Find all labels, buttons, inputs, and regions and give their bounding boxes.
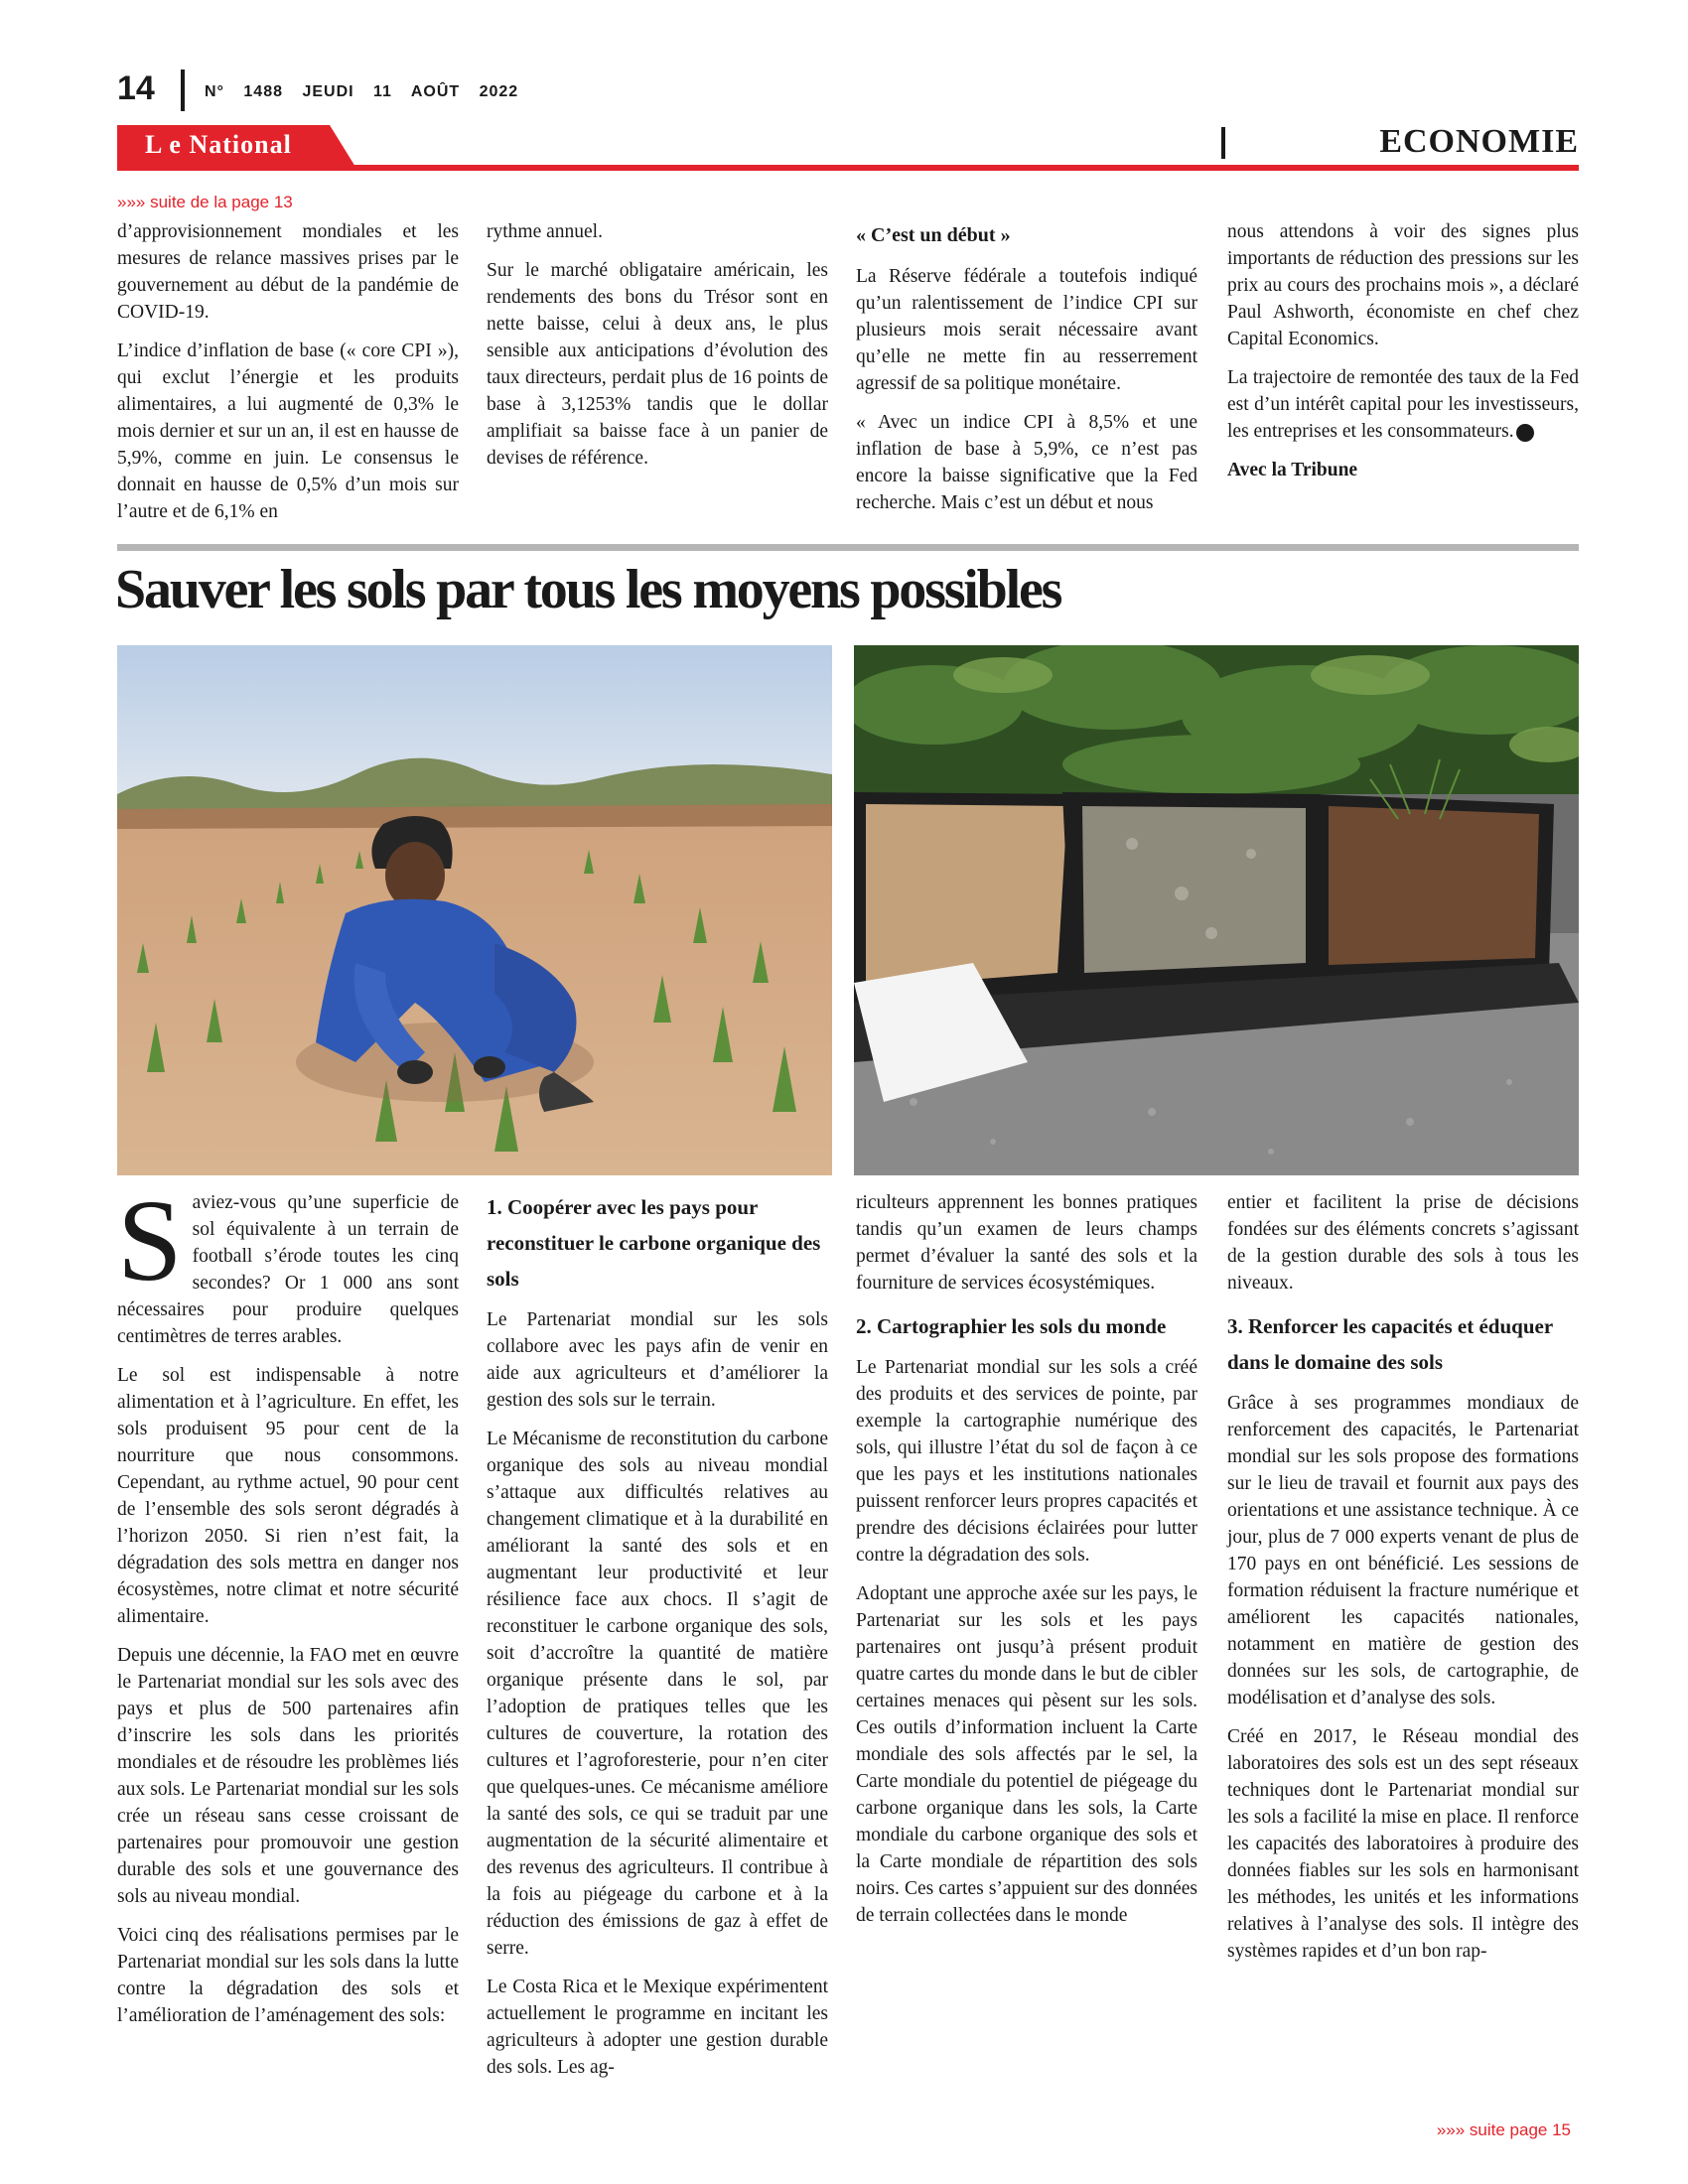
continued-to-link[interactable]: »»» suite page 15 [1436,2120,1571,2139]
paragraph: Le Costa Rica et le Mexique expérimentent actuellement le programme en incitant les agriculteurs à adopter une gestion durable des sols. Les ag- [487,1977,828,2078]
paragraph: Adoptant une approche axée sur les pays, le Partenariat sur les sols et les pays partenaires ont jusqu’à présent produit quatre cartes du monde dans le but de cibler certaines menaces qui pèsent sur les sols. Ces outils d’information incluent la Carte mondiale des sols affectés par le sel, la Carte mondiale du potentiel de piégeage du carbone organique dans les sols, la Carte mondiale du carbone organique des sols et la Carte mondiale de répartition des sols noirs. Ces cartes s’appuient sur des données de terrain collectées dans le monde [856,1583,1197,1926]
paragraph: d’approvisionnement mondiales et les mesures de relance massives prises par le gouvernement au début de la pandémie de COVID-19. [117,221,459,323]
continued-from-link[interactable]: »»» suite de la page 13 [117,193,293,211]
farmer-planting-icon [117,645,832,1175]
paragraph: La Réserve fédérale a toutefois indiqué qu’un ralentissement de l’indice CPI sur plusieurs mois serait nécessaire avant qu’elle ne mette fin au resserrement agressif de sa politique monétaire. [856,266,1197,394]
article-separator [117,544,1579,551]
paragraph: Le sol est indispensable à notre alimentation et à l’agriculture. En effet, les sols produisent 95 pour cent de la nourriture que nous consommons. Cependant, au rythme actuel, 90 pour cent de l’ensemble des sols seront dégradés à l’horizon 2050. Si rien n’est fait, la dégradation des sols mettra en danger nos écosystèmes, notre climat et notre sécurité alimentaire. [117,1365,459,1627]
header-red-rule [117,165,1579,171]
main-headline: Sauver les sols par tous les moyens possibles [115,559,1061,620]
main-article-col-2 [487,1189,828,2093]
issue-number: N° 1488 [205,83,283,100]
paragraph: Créé en 2017, le Réseau mondial des laboratoires des sols est un des sept réseaux techniques dont le Partenariat mondial sur les sols a facilité la mise en place. Il renforce les capacités des laboratoires à produire des données fiables sur les sols en harmonisant les méthodes, les unités et les informations relatives à l’analyse des sols. Il intègre des systèmes rapides et d’un bon rap- [1227,1726,1579,1962]
paragraph: Le Partenariat mondial sur les sols a créé des produits et des services de pointe, par exemple la cartographie numérique des sols, qui illustre l’état du sol de façon à ce que les pays et les institutions nationales puissent renforcer leurs propres capacités et prendre des décisions éclairées pour lutter contre la dégradation des sols. [856,1357,1197,1566]
main-article-col-3 [856,1189,1197,1941]
paragraph: Le Partenariat mondial sur les sols collabore avec les pays afin de venir en aide aux agriculteurs et d’améliorer la gestion des sols sur le terrain. [487,1309,828,1411]
section-divider [1221,127,1225,159]
lead-paragraph [117,1175,459,1350]
weekday: JEUDI [302,83,354,100]
subheading: « C’est un début » [856,224,1011,246]
paragraph [1227,364,1579,445]
main-article-col-1 [117,1175,459,2041]
section-heading-3: 3. Renforcer les capacités et éduquer dans le domaine des sols [1227,1314,1553,1374]
paragraph: Grâce à ses programmes mondiaux de renforcement des capacités, le Partenariat mondial sur les sols propose des formations sur le lieu de travail et fournit aux pays des orientations et une assistance technique. À ce jour, plus de 7 000 experts venant de plus de 170 pays en ont bénéficié. Les sessions de formation réduisent la fracture numérique et améliorent les capacités nationales, notamment en matière de gestion des données sur les sols, de cartographie, de modélisation et d’analyse des sols. [1227,1393,1579,1708]
issue-date-line [205,83,518,101]
top-article-col-2 [487,218,828,483]
paragraph: « Avec un indice CPI à 8,5% et une inflation de base à 5,9%, ce n’est pas encore la baisse significative que la Fed recherche. Mais c’est un début et nous [856,412,1197,513]
month: AOÛT [410,83,461,100]
soil-samples-icon [854,645,1579,1175]
section-title: ECONOMIE [1379,123,1579,160]
end-mark-icon [1516,424,1534,442]
closing-text: La trajectoire de remontée des taux de la Fed est d’un intérêt capital pour les investisseurs, les entreprises et les consommateurs. [1227,367,1579,442]
paragraph: entier et facilitent la prise de décisions fondées sur des éléments concrets s’agissant de la gestion durable des sols à tous les niveaux. [1227,1192,1579,1294]
date-day: 11 [373,83,392,100]
publication-name: L e National [145,130,292,159]
lead-text: aviez-vous qu’une superficie de sol équivalente à un terrain de football s’érode toutes les cinq secondes? Or 1 000 ans sont nécessaires pour produire quelques centimètres de terres arables. [117,1192,459,1347]
paragraph: rythme annuel. [487,221,603,242]
top-article-col-1 [117,218,459,537]
paragraph: Le Mécanisme de reconstitution du carbone organique des sols au niveau mondial s’attaque aux difficultés relatives au changement climatique et à la durabilité en améliorant la santé des sols et en augmentant leur productivité et leur résilience face aux chocs. Il s’agit de reconstituer le carbone organique des sols, soit d’accroître la quantité de matière organique présente dans le sol, par l’adoption de pratiques telles que les cultures de couverture, la rotation des cultures et l’agroforesterie, pour n’en citer que quelques-unes. Ce mécanisme améliore la santé des sols, ce qui se traduit par une augmentation de la sécurité alimentaire et des revenus des agriculteurs. Il contribue à la fois au piégeage du carbone et à la réduction des émissions de gaz à effet de serre. [487,1429,828,1959]
header-divider [181,69,185,111]
paragraph: Sur le marché obligataire américain, les rendements des bons du Trésor sont en nette baisse, celui à deux ans, le plus sensible aux anticipations d’évolution des taux directeurs, perdait plus de 16 points de base à 3,1253% tandis que le dollar amplifiait sa baisse face à un panier de devises de référence. [487,260,828,469]
drop-cap: S [117,1175,183,1305]
top-article-col-3 [856,222,1197,528]
article-signature: Avec la Tribune [1227,460,1358,480]
main-article-col-4 [1227,1189,1579,1977]
section-heading-1: 1. Coopérer avec les pays pour reconstituer le carbone organique des sols [487,1195,821,1291]
paragraph: L’indice d’inflation de base (« core CPI »), qui exclut l’énergie et les produits alimentaires, a lui augmenté de 0,3% le mois dernier et sur un an, il est en hausse de 5,9%, comme en juin. Le consensus le donnait en hausse de 0,5% d’un mois sur l’autre et de 6,1% en [117,341,459,522]
paragraph: Depuis une décennie, la FAO met en œuvre le Partenariat mondial sur les sols avec des pays et plus de 500 partenaires afin d’inscrire les sols dans les priorités mondiales et de résoudre les problèmes liés aux sols. Le Partenariat mondial sur les sols crée un réseau sans cesse croissant de partenaires pour promouvoir une gestion durable des sols et une gouvernance des sols au niveau mondial. [117,1645,459,1907]
section-heading-2: 2. Cartographier les sols du monde [856,1314,1167,1338]
top-article-col-4 [1227,218,1579,495]
paragraph: riculteurs apprennent les bonnes pratiques tandis qu’un examen de leurs champs permet d’évaluer la santé des sols et la fourniture de services écosystémiques. [856,1192,1197,1294]
paragraph: nous attendons à voir des signes plus importants de réduction des pressions sur les prix au cours des prochains mois », a déclaré Paul Ashworth, économiste en chef chez Capital Economics. [1227,221,1579,349]
paragraph: Voici cinq des réalisations permises par le Partenariat mondial sur les sols dans la lutte contre la dégradation des sols et l’amélioration de l’aménagement des sols: [117,1925,459,2026]
year: 2022 [479,83,519,100]
page-number: 14 [117,69,155,107]
